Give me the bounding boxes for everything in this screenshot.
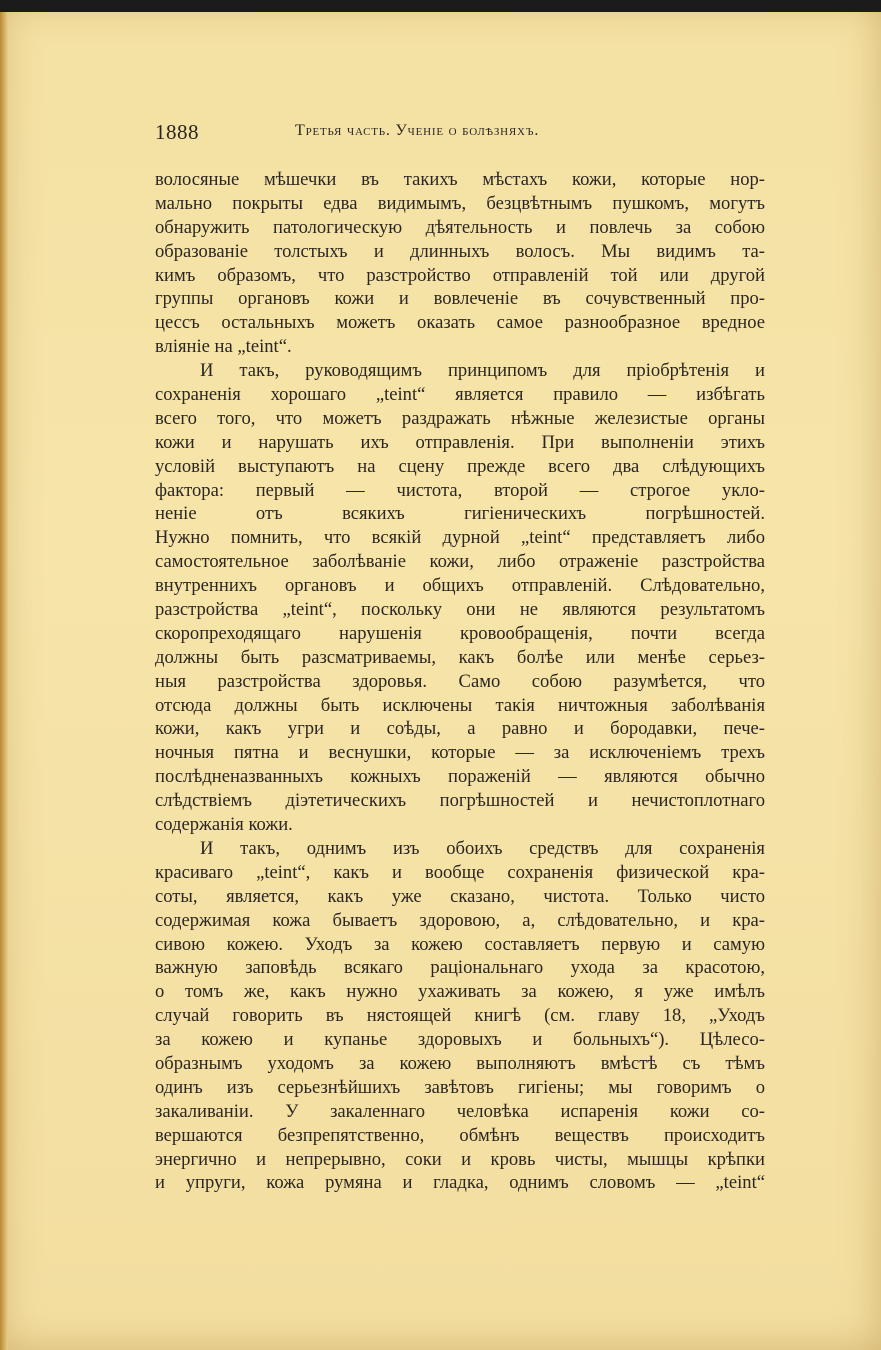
text-line-29: И такъ, однимъ изъ обоихъ средствъ для сохраненія — [200, 837, 765, 859]
text-line-34: важную заповѣдь всякаго раціональнаго ухода за красотою, — [155, 957, 765, 979]
text-line-38: образнымъ уходомъ за кожею выполняютъ вмѣстѣ съ тѣмъ — [155, 1052, 765, 1074]
text-line-32: содержимая кожа бываетъ здоровою, а, слѣдовательно, и кра- — [155, 909, 765, 931]
page-header — [155, 120, 765, 150]
text-line-36: случай говорить въ нястоящей книгѣ (см. главу 18, „Уходъ — [155, 1005, 765, 1027]
text-line-18: внутреннихъ органовъ и общихъ отправленій. Слѣдовательно, — [155, 575, 765, 597]
text-line-14: фактора: первый — чистота, второй — строгое укло- — [155, 479, 765, 501]
text-line-9: И такъ, руководящимъ принципомъ для пріобрѣтенія и — [200, 360, 765, 382]
text-line-21: должны быть разсматриваемы, какъ болѣе или менѣе серьез- — [155, 646, 765, 668]
text-line-10: сохраненія хорошаго „teint“ является правило — избѣгать — [155, 384, 765, 406]
text-line-12: кожи и нарушать ихъ отправленія. При выполненіи этихъ — [155, 431, 765, 453]
text-line-42: энергично и непрерывно, соки и кровь чисты, мышцы крѣпки — [155, 1148, 765, 1170]
text-line-27: слѣдствіемъ діэтетическихъ погрѣшностей и нечистоплотнаго — [155, 790, 765, 812]
text-line-5: кимъ образомъ, что разстройство отправленій той или другой — [155, 264, 765, 286]
text-line-8: вліяніе на „teint“. — [155, 336, 292, 358]
text-line-4: образованіе толстыхъ и длинныхъ волосъ. Мы видимъ та- — [155, 240, 765, 262]
running-head: Третья часть. Ученіе о болѣзняхъ. — [295, 122, 540, 139]
text-line-15: неніе отъ всякихъ гигіеническихъ погрѣшностей. — [155, 503, 765, 525]
text-line-1: волосяные мѣшечки въ такихъ мѣстахъ кожи, которые нор- — [155, 169, 765, 190]
body-text — [155, 168, 765, 1195]
text-line-41: вершаются безпрепятственно, обмѣнъ веществъ происходитъ — [155, 1124, 765, 1146]
text-line-35: о томъ же, какъ нужно ухаживать за кожею, я уже имѣлъ — [155, 981, 765, 1003]
text-line-39: одинъ изъ серьезнѣйшихъ завѣтовъ гигіены; мы говоримъ о — [155, 1076, 765, 1098]
text-line-3: обнаружить патологическую дѣятельность и повлечь за собою — [155, 216, 765, 238]
text-line-19: разстройства „teint“, поскольку они не являются результатомъ — [155, 599, 765, 621]
text-line-20: скоропреходящаго нарушенія кровообращенія, почти всегда — [155, 622, 765, 644]
text-line-23: отсюда должны быть исключены такія ничтожныя заболѣванія — [155, 694, 765, 716]
page-binding-edge — [0, 12, 8, 1350]
text-line-17: самостоятельное заболѣваніе кожи, либо отраженіе разстройства — [155, 551, 765, 573]
text-line-28: содержанія кожи. — [155, 814, 293, 836]
text-line-11: всего того, что можетъ раздражать нѣжные железистые органы — [155, 407, 765, 429]
text-line-31: соты, является, какъ уже сказано, чистота. Только чисто — [155, 885, 765, 907]
text-line-43: и упруги, кожа румяна и гладка, однимъ словомъ — „teint“ — [155, 1172, 765, 1194]
text-line-22: ныя разстройства здоровья. Само собою разумѣется, что — [155, 670, 765, 692]
text-line-25: ночныя пятна и веснушки, которые — за исключеніемъ трехъ — [155, 742, 765, 764]
text-line-16: Нужно помнить, что всякій дурной „teint“ представляетъ либо — [155, 527, 765, 549]
text-line-40: закаливаніи. У закаленнаго человѣка испаренія кожи со- — [155, 1100, 765, 1122]
text-line-6: группы органовъ кожи и вовлеченіе въ сочувственный про- — [155, 288, 765, 310]
scan-top-edge — [0, 0, 881, 12]
text-line-2: мально покрыты едва видимымъ, безцвѣтнымъ пушкомъ, могутъ — [155, 192, 765, 214]
text-line-7: цессъ остальныхъ можетъ оказать самое разнообразное вредное — [155, 312, 765, 334]
text-line-24: кожи, какъ угри и соѣды, а равно и бородавки, пече- — [155, 718, 765, 740]
text-line-26: послѣдненазванныхъ кожныхъ пораженій — являются обычно — [155, 766, 765, 788]
text-line-30: красиваго „teint“, какъ и вообще сохраненія физической кра- — [155, 861, 765, 883]
text-line-33: сивою кожею. Уходъ за кожею составляетъ первую и самую — [155, 933, 765, 955]
text-line-37: за кожею и купанье здоровыхъ и больныхъ“). Цѣлесо- — [155, 1029, 765, 1051]
text-line-13: условій выступаютъ на сцену прежде всего два слѣдующихъ — [155, 455, 765, 477]
page-number: 1888 — [155, 120, 199, 144]
